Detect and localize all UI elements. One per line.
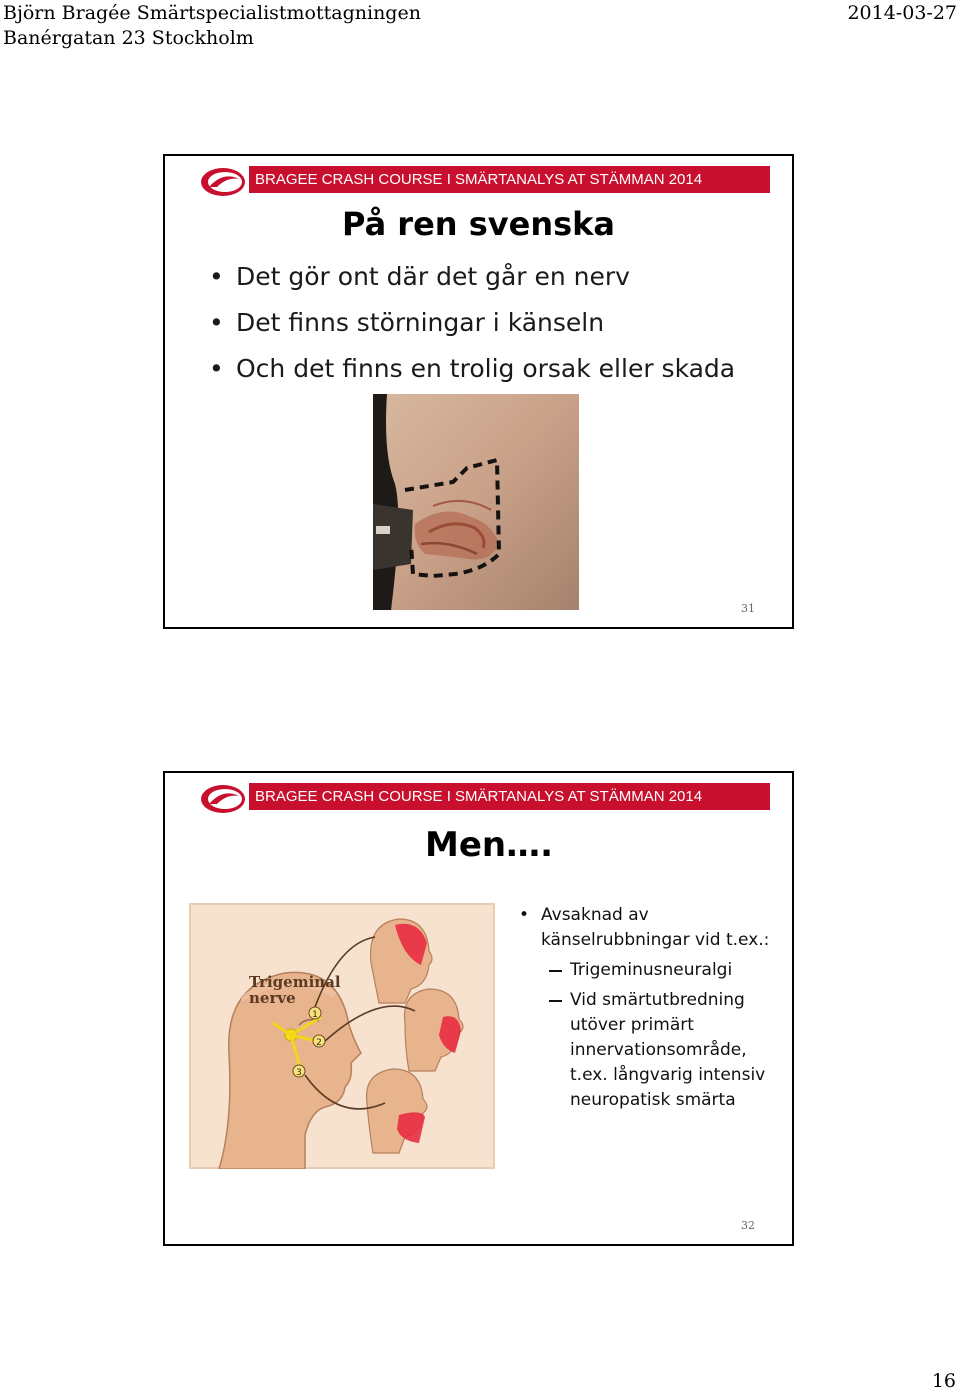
bullet-item: • Det finns störningar i känseln (209, 300, 735, 346)
slide-page-number: 31 (741, 602, 755, 615)
sub-bullet-line: neuropatisk smärta (570, 1090, 736, 1110)
slide-31 (163, 154, 794, 629)
header-date: 2014-03-27 (847, 2, 957, 24)
header-author: Björn Bragée Smärtspecialistmottagningen (3, 2, 421, 24)
document-page-number: 16 (931, 1370, 956, 1392)
bullet-item: • Och det finns en trolig orsak eller skada (209, 346, 735, 392)
sub-bullet-item (515, 988, 785, 1113)
slide-title: På ren svenska (341, 205, 616, 243)
slide-32 (163, 771, 794, 1246)
bragee-logo (199, 165, 247, 199)
nerve-marker-2: 2 (316, 1038, 322, 1048)
sub-bullet-line: utöver primärt (570, 1015, 694, 1035)
nerve-marker-3: 3 (296, 1068, 302, 1078)
slide-page-number: 32 (741, 1219, 755, 1232)
slide-text (515, 903, 785, 1113)
bragee-logo (199, 782, 247, 816)
course-banner: BRAGEE CRASH COURSE I SMÄRTANALYS AT STÄMMAN 2014 (249, 166, 770, 193)
header-address: Banérgatan 23 Stockholm (3, 27, 254, 49)
sub-bullet-line: Trigeminusneuralgi (570, 960, 733, 980)
sub-bullet-line: innervationsområde, (570, 1040, 747, 1060)
illustration-label-line-1: Trigeminal (249, 973, 341, 991)
bullet-item (515, 903, 785, 953)
illustration-label-line-2: nerve (249, 989, 296, 1007)
bullet-line: känselrubbningar vid t.ex.: (541, 930, 770, 950)
nerve-marker-1: 1 (312, 1010, 318, 1020)
slide-title: Men…. (425, 825, 554, 865)
sub-bullet-line: t.ex. långvarig intensiv (570, 1065, 766, 1085)
bullet-list (209, 254, 735, 392)
sub-bullet-item (515, 958, 785, 983)
trigeminal-nerve-illustration (189, 903, 495, 1169)
bullet-item: • Det gör ont där det går en nerv (209, 254, 735, 300)
bullet-line: • Avsaknad av (541, 905, 649, 925)
sub-bullet-line: Vid smärtutbredning (570, 990, 745, 1010)
back-skin-rash-photo (373, 394, 579, 610)
course-banner: BRAGEE CRASH COURSE I SMÄRTANALYS AT STÄMMAN 2014 (249, 783, 770, 810)
